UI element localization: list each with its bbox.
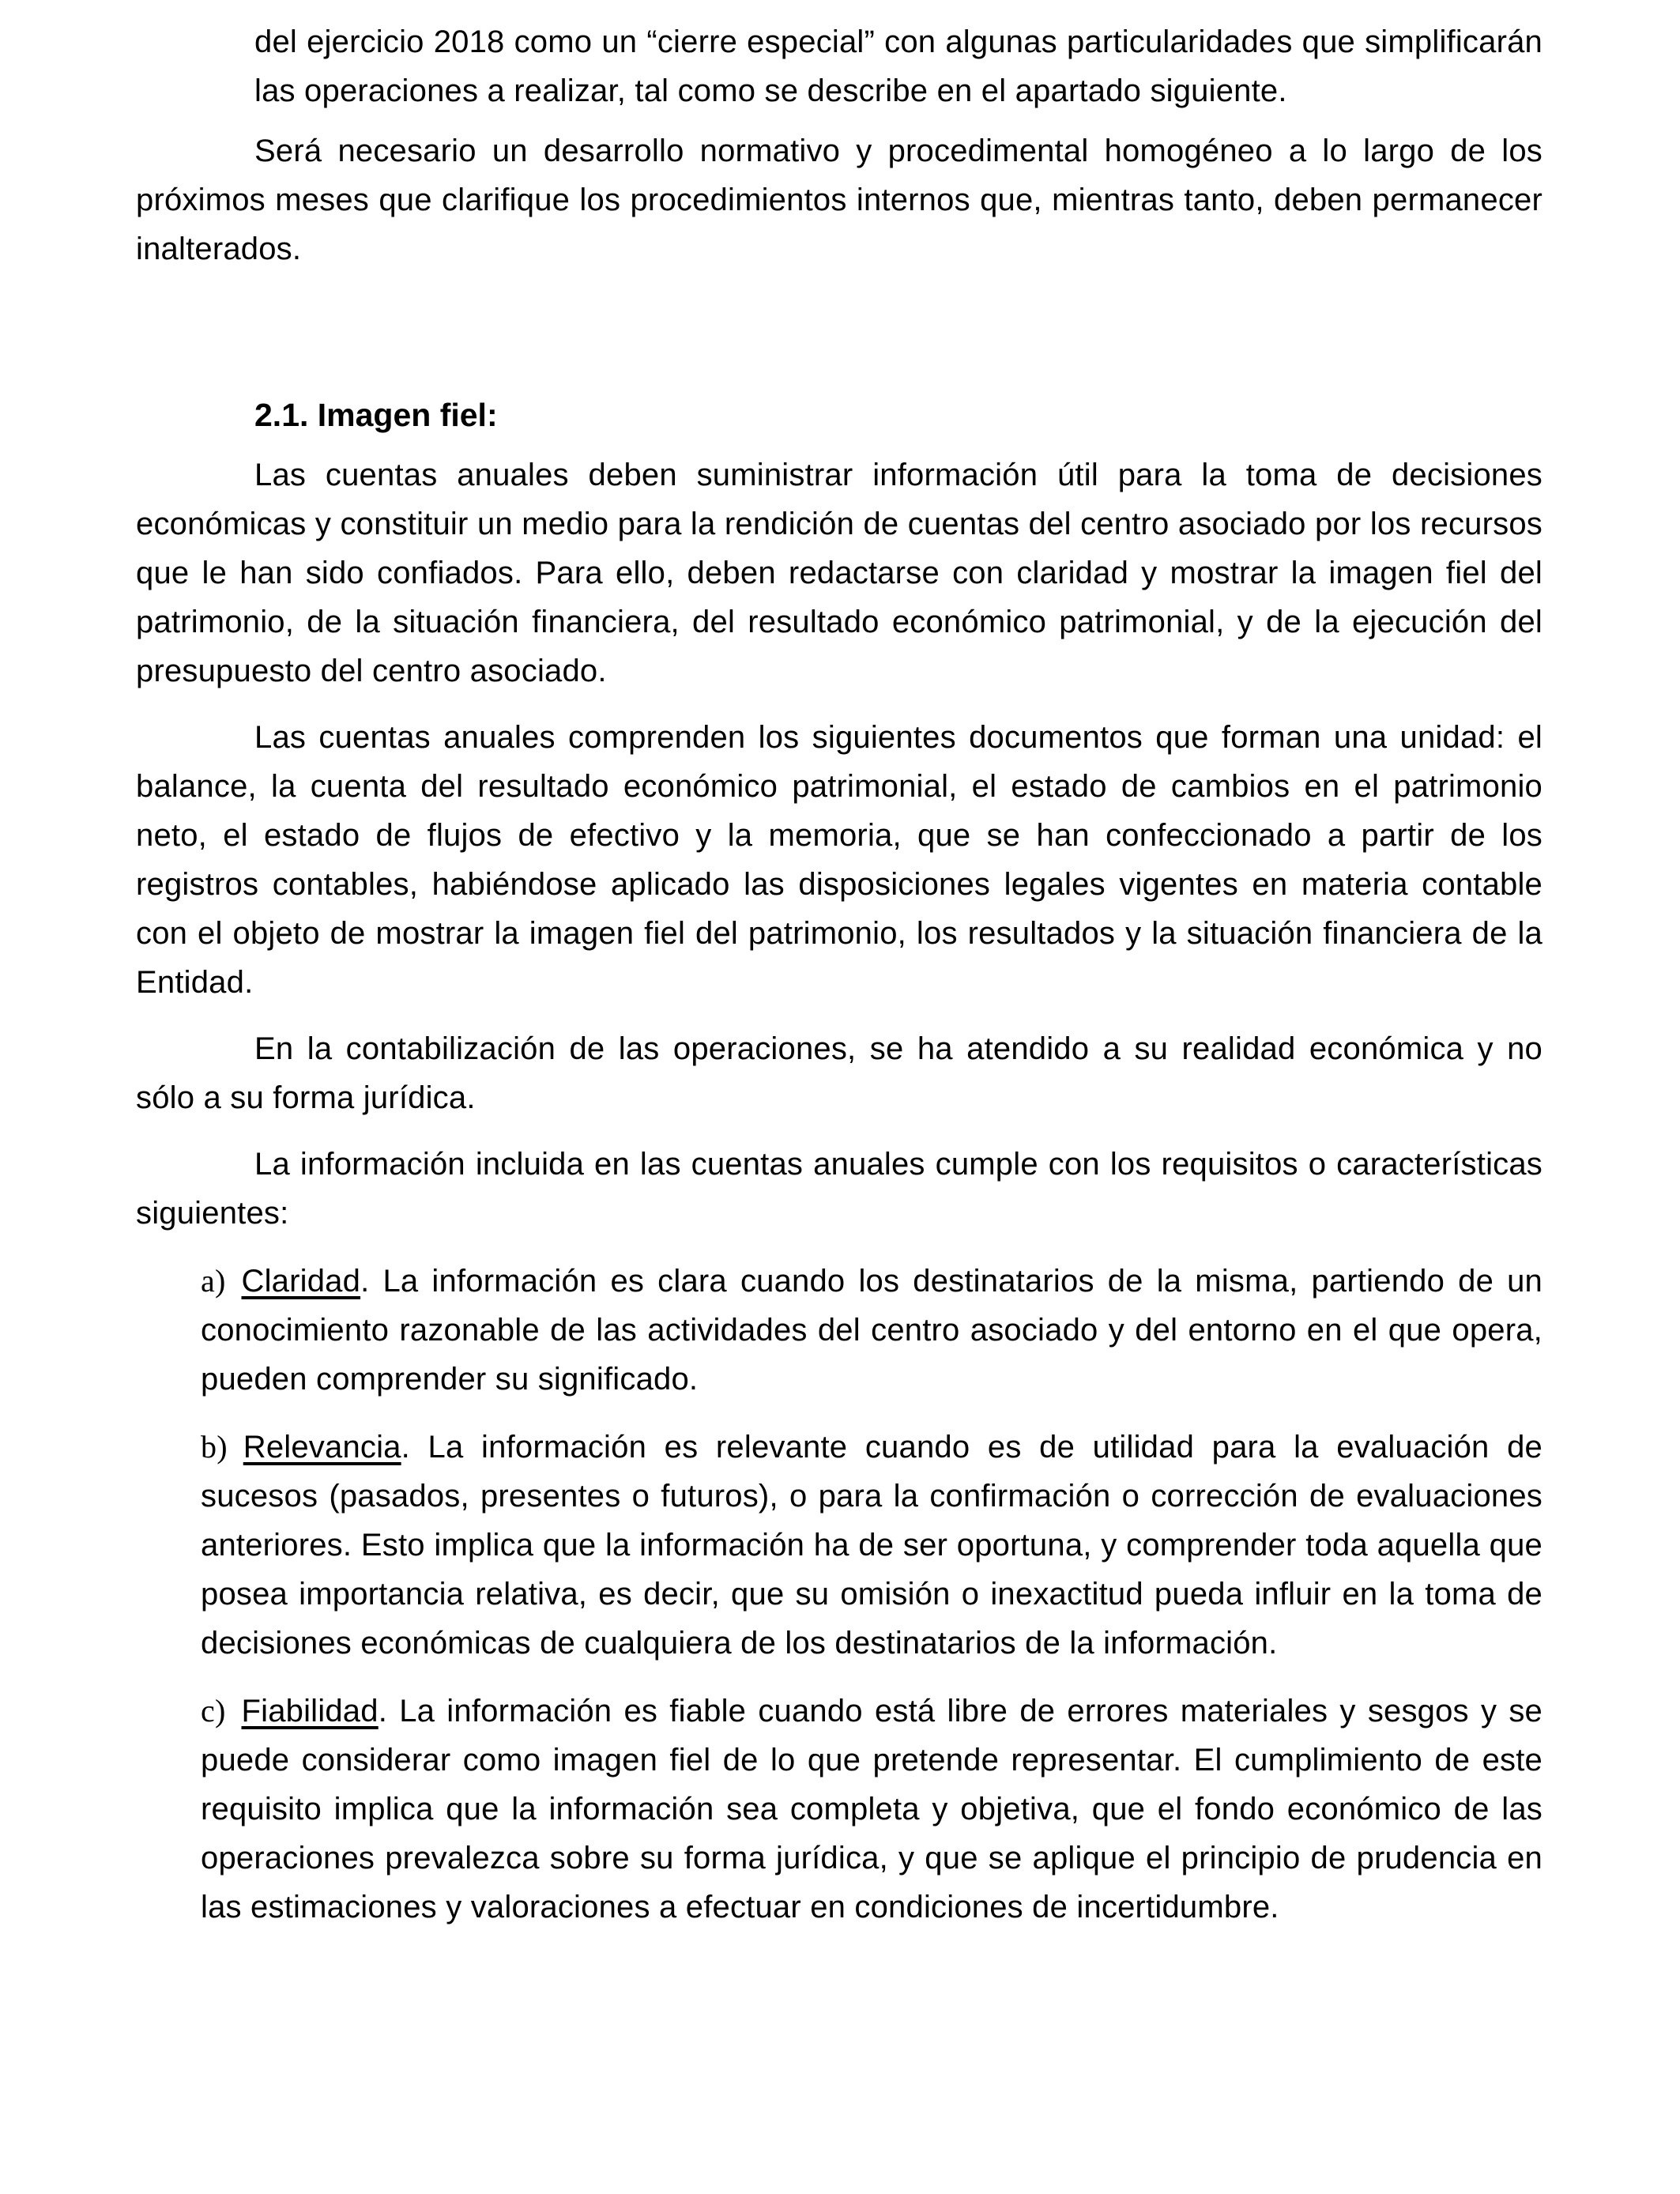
section-paragraph-4: La información incluida en las cuentas anuales cumple con los requisitos o características siguientes: xyxy=(136,1147,1543,1231)
requirement-text: . La información es clara cuando los destinatarios de la misma, partiendo de un conocimiento razonable de las actividades del centro asociado y del entorno en el que opera, pueden comprender su significado. xyxy=(201,1264,1543,1397)
section-paragraph-3: En la contabilización de las operaciones, se ha atendido a su realidad económica y no sólo a su forma jurídica. xyxy=(136,1031,1543,1115)
requirement-item-fiabilidad xyxy=(201,1687,1543,1932)
requirement-text: . La información es relevante cuando es de utilidad para la evaluación de sucesos (pasados, presentes o futuros), o para la confirmación o corrección de evaluaciones anteriores. Esto implica que la información ha de ser oportuna, y comprender toda aquella que posea importancia relativa, es decir, que su omisión o inexactitud pueda influir en la toma de decisiones económicas de cualquiera de los destinatarios de la información. xyxy=(201,1430,1543,1661)
list-marker: b) xyxy=(201,1429,228,1465)
section-paragraph-1: Las cuentas anuales deben suministrar información útil para la toma de decisiones económicas y constituir un medio para la rendición de cuentas del centro asociado por los recursos que le han sido confiados. Para ello, deben redactarse con claridad y mostrar la imagen fiel del patrimonio, de la situación financiera, del resultado económico patrimonial, y de la ejecución del presupuesto del centro asociado. xyxy=(136,458,1543,688)
intro-paragraph: Será necesario un desarrollo normativo y procedimental homogéneo a lo largo de los próximos meses que clarifique los procedimientos internos que, mientras tanto, deben permanecer inalterados. xyxy=(136,134,1543,266)
requirement-term: Fiabilidad xyxy=(241,1694,379,1728)
document-page xyxy=(136,17,1543,1932)
requirement-item-relevancia xyxy=(201,1423,1543,1668)
list-marker: a) xyxy=(201,1263,226,1299)
section-paragraph-2: Las cuentas anuales comprenden los siguientes documentos que forman una unidad: el balance, la cuenta del resultado económico patrimonial, el estado de cambios en el patrimonio neto, el estado de flujos de efectivo y la memoria, que se han confeccionado a partir de los registros contables, habiéndose aplicado las disposiciones legales vigentes en materia contable con el objeto de mostrar la imagen fiel del patrimonio, los resultados y la situación financiera de la Entidad. xyxy=(136,720,1543,1000)
list-marker: c) xyxy=(201,1693,226,1728)
continued-paragraph: del ejercicio 2018 como un “cierre especial” con algunas particularidades que simplificarán las operaciones a realizar, tal como se describe en el apartado siguiente. xyxy=(254,25,1543,108)
requirement-item-claridad xyxy=(201,1257,1543,1404)
requirement-term: Claridad xyxy=(241,1264,361,1299)
requirement-text: . La información es fiable cuando está libre de errores materiales y sesgos y se puede considerar como imagen fiel de lo que pretende representar. El cumplimiento de este requisito implica que la información sea completa y objetiva, que el fondo económico de las operaciones prevalezca sobre su forma jurídica, y que se aplique el principio de prudencia en las estimaciones y valoraciones a efectuar en condiciones de incertidumbre. xyxy=(201,1694,1543,1924)
requirement-term: Relevancia xyxy=(243,1430,401,1465)
section-heading: 2.1. Imagen fiel: xyxy=(254,397,498,433)
